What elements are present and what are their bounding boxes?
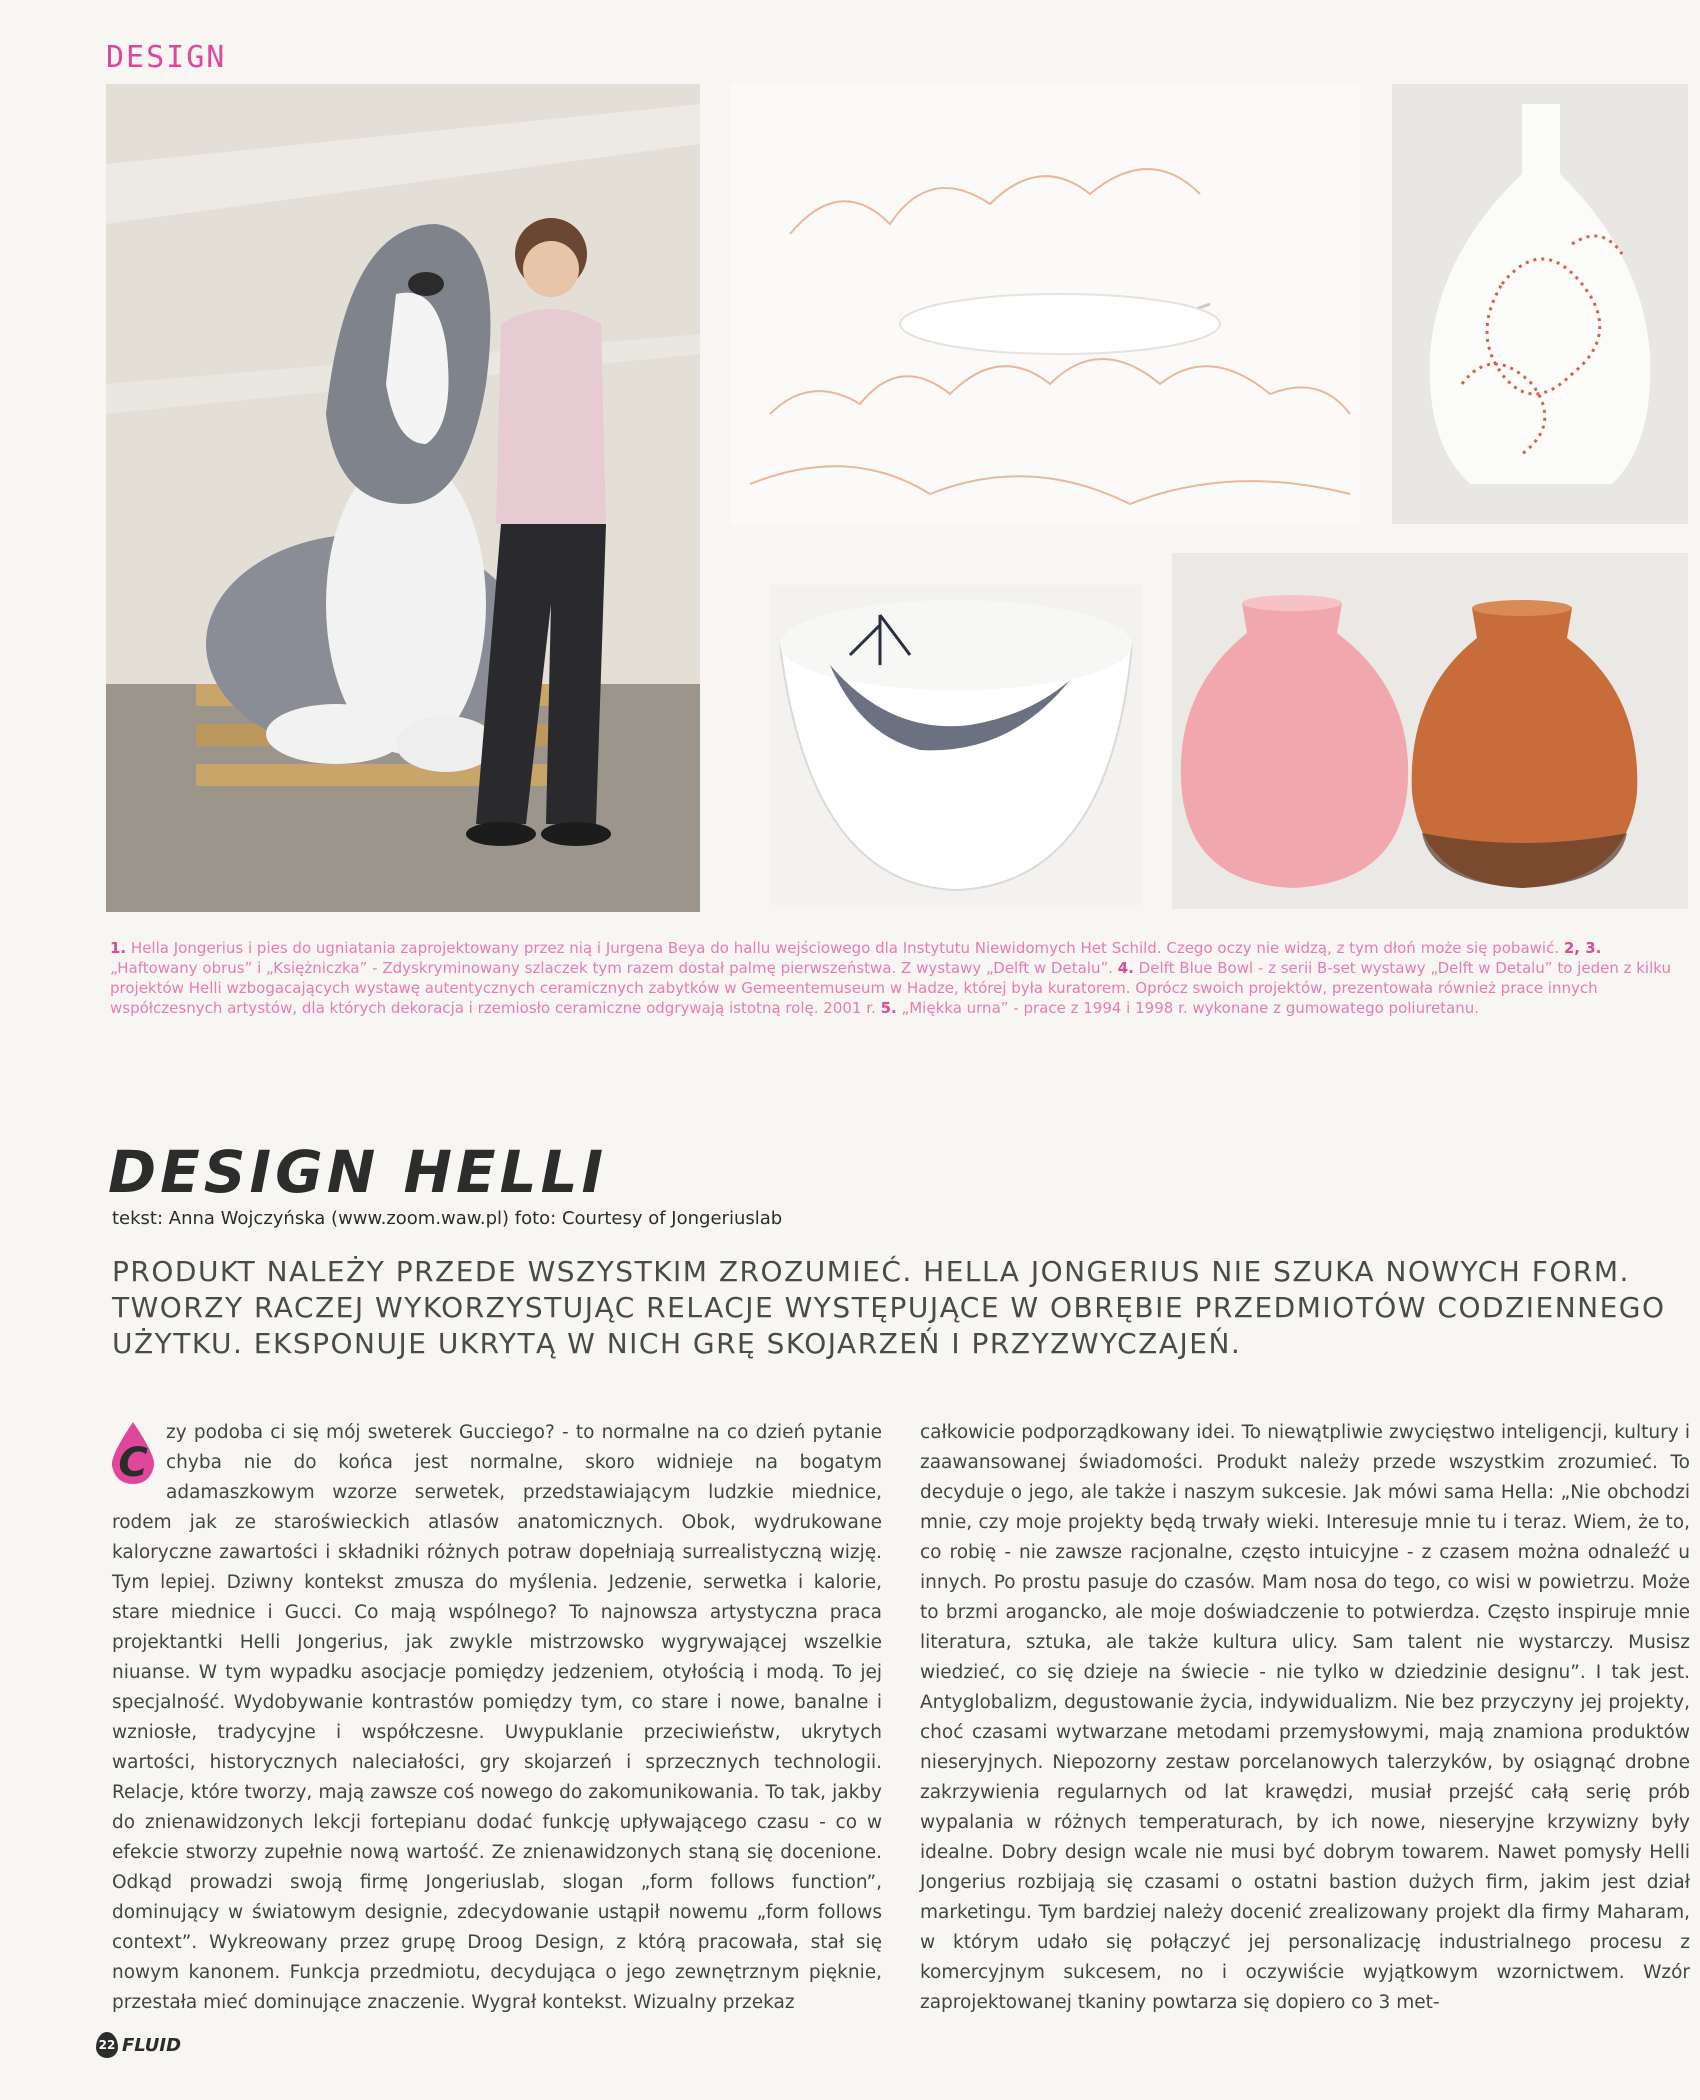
article-column-2: całkowicie podporządkowany idei. To niewątpliwie zwycięstwo inteligencji, kultury i zaawansowanej świadomości. Produkt należy przede wszystkim zrozumieć. To decyduje o jego, ale także i naszym sukcesie. Jak mówi sama Hella: „Nie obchodzi mnie, czy moje projekty będą trwały wieki. Interesuje mnie tu i teraz. Wiem, że to, co robię - nie zawsze racjonalne, często intuicyjne - z czasem można odnaleźć u innych. Po prostu pasuje do czasów. Mam nosa do tego, co wisi w powietrzu. Może to brzmi arogancko, ale moje doświadczenie to potwierdza. Często inspiruje mnie literatura, sztuka, ale także kultura ulicy. Sam talent nie wystarczy. Musisz wiedzieć, co się dzieje na świecie - nie tylko w dziedzinie designu”. I tak jest. Antyglobalizm, degustowanie życia, indywidualizm. Nie bez przyczyny jej projekty, choć czasami wytwarzane metodami przemysłowymi, mają znamiona produktów nieseryjnych. Niepozorny zestaw porcelanowych talerzyków, by osiągnąć drobne zakrzywienia regularnych od lat krawędzi, musiał przejść całą serię prób wypalania w różnych temperaturach, by ich nowe, nieseryjne krzywizny były idealne. Dobry design wcale nie musi być dobrym towarem. Nawet pomysły Helli Jongerius rozbijają się czasami o ostatni bastion dużych firm, jakim jest dział marketingu. Tym bardziej należy docenić zrealizowany projekt dla firmy Maharam, w którym udało się połączyć jej personalizację industrialnego procesu z komercyjnym sukcesem, no i oczywiście wyjątkowym wzornictwem. Wzór zaprojektowanej tkaniny powtarza się dopiero co 3 met- xyxy=(920,1422,1690,2013)
caption-number-4: 4. xyxy=(1117,959,1134,977)
photo-dog-sculpture xyxy=(106,84,700,912)
magazine-logo: FLUID xyxy=(122,2034,182,2056)
photo-embroidered-tablecloth xyxy=(730,84,1360,524)
photo-delft-blue-bowl xyxy=(770,585,1142,905)
dropcap-letter: C xyxy=(118,1440,148,1484)
column-1-text: zy podoba ci się mój sweterek Gucciego? - to normalne na co dzień pytanie chyba nie do końca jest normalne, skoro widnieje na bogatym adamaszkowym wzorze serwetek, przedstawiającym ludzkie miednice, rodem jak ze staroświeckich atlasów anatomicznych. Obok, wydrukowane kaloryczne zawartości i składniki różnych potraw dopełniają surrealistyczną wizję. Tym lepiej. Dziwny kontekst zmusza do myślenia. Jedzenie, serwetka i kalorie, stare miednice i Gucci. Co mają wspólnego? To najnowsza artystyczna praca projektantki Helli Jongerius, jak zwykle mistrzowsko wygrywającej wszelkie niuanse. W tym wypadku asocjacje pomiędzy jedzeniem, otyłością i modą. To jej specjalność. Wydobywanie kontrastów pomiędzy tym, co stare i nowe, banalne i wzniosłe, tradycyjne i współczesne. Uwypuklanie przeciwieństw, ukrytych wartości, historycznych naleciałości, gry skojarzeń i sprzecznych technologii. Relacje, które tworzy, mają zawsze coś nowego do zakomunikowania. To tak, jakby do znienawidzonych lekcji fortepianu dodać funkcję upływającego czasu - co w efekcie stworzy zupełnie nową wartość. Ze znienawidzonych staną się docenione. Odkąd prowadzi swoją firmę Jongeriuslab, slogan „form follows function”, dominujący w światowym designie, zdecydowanie ustąpił nowemu „form follows context”. Wykreowany przez grupę Droog Design, z którą pracowała, stał się nowym kanonem. Funkcja przedmiotu, decydująca o jego zewnętrznym pięknie, przestała mieć dominujące znaczenie. Wygrał kontekst. Wizualny przekaz xyxy=(112,1422,882,2013)
photo-princess-vase xyxy=(1392,84,1688,524)
dog-sculpture-illustration xyxy=(106,84,700,912)
photo-soft-urns xyxy=(1172,553,1688,909)
photo-captions xyxy=(110,938,1690,1018)
urns-illustration xyxy=(1172,553,1688,909)
caption-text-5: „Miękka urna” - prace z 1994 i 1998 r. wykonane z gumowatego poliuretanu. xyxy=(896,999,1480,1017)
page-number: 22 xyxy=(96,2032,118,2058)
page-footer xyxy=(96,2032,181,2058)
dropcap xyxy=(110,1422,156,1484)
tablecloth-illustration xyxy=(730,84,1360,524)
article-credits: tekst: Anna Wojczyńska (www.zoom.waw.pl) foto: Courtesy of Jongeriuslab xyxy=(112,1208,783,1229)
article-headline: DESIGN HELLI xyxy=(108,1138,608,1206)
caption-number-2-3: 2, 3. xyxy=(1563,939,1602,957)
caption-text-4: Delft Blue Bowl - z serii B-set wystawy „Delft w Detalu” to jeden z kilku projektów Helli wzbogacających wystawę autentycznych ceramicznych zabytków w Gemeentemuseum w Hadze, której była kuratorem. Oprócz swoich projektów, prezentowała również prace innych współczesnych artystów, dla których dekoracja i rzemiosło ceramiczne odgrywają istotną rolę. 2001 r. xyxy=(110,959,1671,1017)
section-label: DESIGN xyxy=(106,40,227,75)
bowl-illustration xyxy=(770,585,1142,905)
caption-number-5: 5. xyxy=(880,999,897,1017)
article-lead: PRODUKT NALEŻY PRZEDE WSZYSTKIM ZROZUMIEĆ. HELLA JONGERIUS NIE SZUKA NOWYCH FORM. TWORZY RACZEJ WYKORZYSTUJĄC RELACJE WYSTĘPUJĄCE W OBRĘBIE PRZEDMIOTÓW CODZIENNEGO UŻYTKU. EKSPONUJE UKRYTĄ W NICH GRĘ SKOJARZEŃ I PRZYZWYCZAJEŃ. xyxy=(112,1255,1666,1360)
article-column-1 xyxy=(112,1418,882,2018)
caption-text-2-3: „Haftowany obrus” i „Księżniczka” - Zdyskryminowany szlaczek tym razem dostał palmę pierwszeństwa. Z wystawy „Delft w Detalu”. xyxy=(110,959,1118,977)
caption-number-1: 1. xyxy=(110,939,127,957)
vase-illustration xyxy=(1392,84,1688,524)
dropcap-drop-shape xyxy=(110,1422,156,1484)
caption-text-1: Hella Jongerius i pies do ugniatania zaprojektowany przez nią i Jurgena Beya do hallu wejściowego dla Instytutu Niewidomych Het Schild. Czego oczy nie widzą, z tym dłoń może się pobawić. xyxy=(126,939,1564,957)
